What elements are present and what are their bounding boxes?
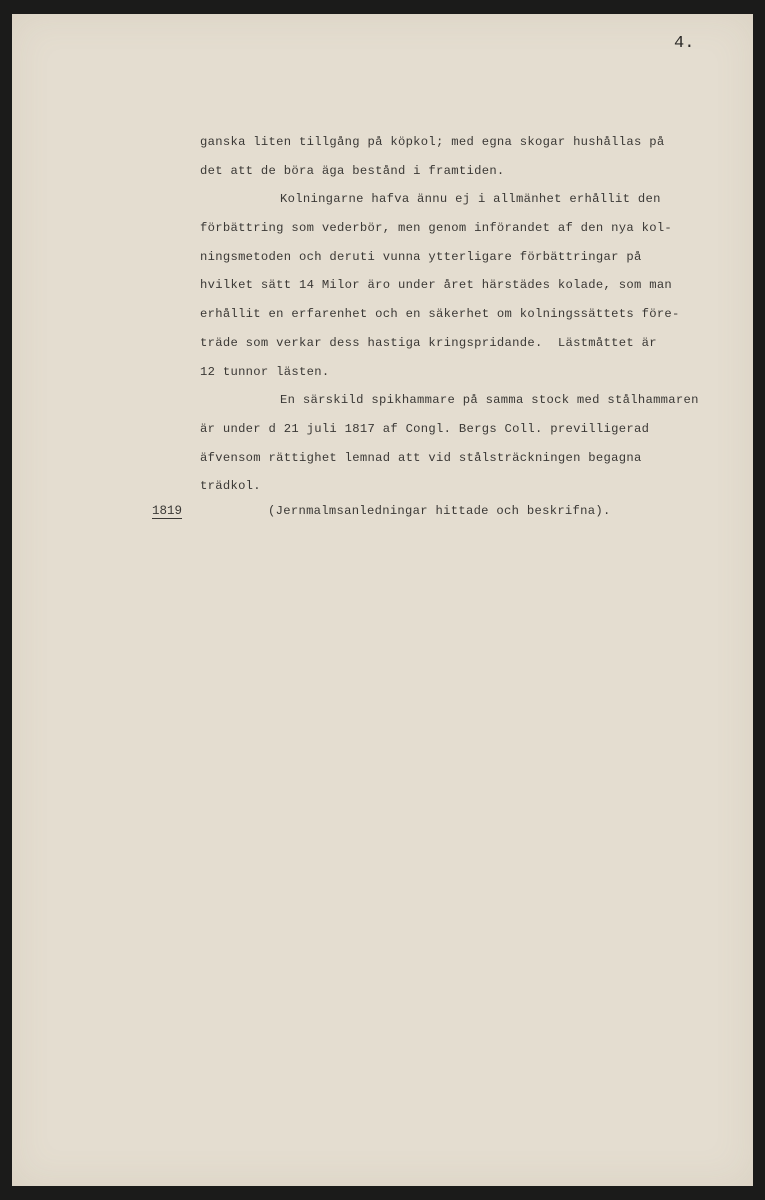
text-line: ningsmetoden och deruti vunna ytterligare förbättringar på (200, 249, 642, 264)
text-line: förbättring som vederbör, men genom införandet af den nya kol- (200, 221, 673, 236)
text-line: är under d 21 juli 1817 af Congl. Bergs Coll. previlligerad (200, 421, 650, 436)
section-note: (Jernmalmsanledningar hittade och beskrifna). (268, 504, 611, 518)
text-line: 12 tunnor lästen. (200, 364, 330, 379)
text-line: äfvensom rättighet lemnad att vid stålsträckningen begagna (200, 450, 642, 465)
text-line: Kolningarne hafva ännu ej i allmänhet erhållit den (280, 192, 661, 207)
text-line: En särskild spikhammare på samma stock med stålhammaren (280, 393, 699, 408)
text-line: trädkol. (200, 479, 261, 494)
document-page (12, 14, 753, 1186)
text-line: det att de böra äga bestånd i framtiden. (200, 163, 505, 178)
text-line: ganska liten tillgång på köpkol; med egna skogar hushållas på (200, 135, 665, 149)
text-line: träde som verkar dess hastiga kringspridande. Lästmåttet är (200, 335, 657, 350)
body-text (200, 128, 740, 501)
text-line: hvilket sätt 14 Milor äro under året härstädes kolade, som man (200, 278, 673, 293)
text-line: erhållit en erfarenhet och en säkerhet om kolningssättets före- (200, 307, 680, 322)
margin-year: 1819 (152, 504, 183, 518)
page-number: 4. (674, 34, 695, 53)
